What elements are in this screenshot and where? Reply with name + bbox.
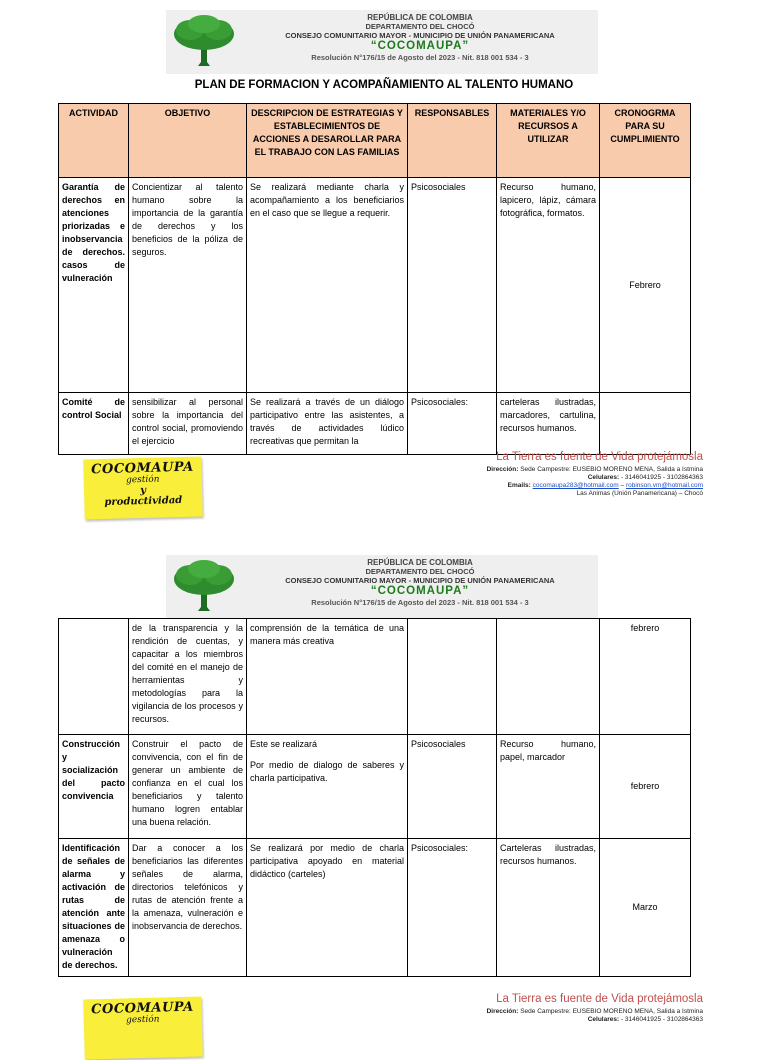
cell-descripcion: comprensión de la temática de una manera más creativa bbox=[247, 619, 408, 735]
cell-descripcion: Se realizará a través de un diálogo participativo entre las asistentes, a través de actividades lúdico recreativas que permitan la bbox=[247, 393, 408, 455]
header-org-name: “COCOMAUPA” bbox=[370, 585, 470, 597]
footer-slogan: La Tierra es fuente de Vida protejámosla bbox=[496, 451, 703, 463]
footer-celulares: - 3146041925 - 3102864363 bbox=[620, 1016, 703, 1023]
header-line-council: CONSEJO COMUNITARIO MAYOR - MUNICIPIO DE UNIÓN PANAMERICANA bbox=[285, 576, 555, 585]
footer-celulares-label: Celulares: bbox=[587, 1016, 620, 1023]
cell-materiales: carteleras ilustradas, marcadores, cartulina, recursos humanos. bbox=[497, 393, 600, 455]
cell-cronograma: Marzo bbox=[600, 839, 691, 977]
table-row bbox=[59, 619, 691, 735]
cell-responsables bbox=[408, 619, 497, 735]
table-row bbox=[59, 735, 691, 839]
document-title: PLAN DE FORMACION Y ACOMPAÑAMIENTO AL TALENTO HUMANO bbox=[194, 79, 574, 91]
cell-cronograma bbox=[600, 393, 691, 455]
footer-direccion: Sede Campestre: EUSEBIO MORENO MENA, Salida a Istmina bbox=[520, 466, 703, 473]
cell-objetivo: de la transparencia y la rendición de cuentas, y capacitar a los miembros del comité en el manejo de herramientas y metodologías para la vigilancia de los procesos y recursos. bbox=[129, 619, 247, 735]
page-1 bbox=[0, 0, 768, 525]
cell-materiales: Recurso humano, lapicero, lápiz, cámara fotográfica, formatos. bbox=[497, 178, 600, 393]
cell-actividad: Identificación de señales de alarma y activación de rutas de atención ante situaciones de amenaza o vulneración de derechos. bbox=[59, 839, 129, 977]
header-line-department: DEPARTAMENTO DEL CHOCÓ bbox=[365, 567, 475, 576]
cell-responsables: Psicosociales: bbox=[408, 393, 497, 455]
footer-contact-info bbox=[487, 466, 703, 498]
table-row bbox=[59, 393, 691, 455]
footer-email-separator: – bbox=[620, 482, 625, 489]
sticky-logo-y: y bbox=[140, 484, 147, 497]
tree-logo-icon bbox=[168, 557, 240, 617]
header-banner bbox=[166, 10, 598, 74]
column-header-cronograma: CRONOGRMA PARA SU CUMPLIMIENTO bbox=[600, 104, 691, 178]
cell-descripcion bbox=[247, 735, 408, 839]
header-banner bbox=[166, 555, 598, 619]
footer-location: Las Animas (Unión Panamericana) – Chocó bbox=[576, 490, 703, 497]
footer-email-link-2[interactable]: robinson.vm@hotmail.com bbox=[625, 482, 703, 489]
header-line-republic: REPÚBLICA DE COLOMBIA bbox=[367, 558, 473, 567]
cell-actividad bbox=[59, 619, 129, 735]
cell-responsables: Psicosociales: bbox=[408, 839, 497, 977]
cell-materiales bbox=[497, 619, 600, 735]
plan-table-page-1 bbox=[58, 103, 691, 455]
cell-objetivo: Concientizar al talento humano sobre la importancia de la garantía de derechos y los beneficios de la póliza de seguros. bbox=[129, 178, 247, 393]
column-header-responsables: RESPONSABLES bbox=[408, 104, 497, 178]
table-row bbox=[59, 839, 691, 977]
column-header-objetivo: OBJETIVO bbox=[129, 104, 247, 178]
cell-descripcion: Se realizará por medio de charla participativa apoyado en material didáctico (carteles) bbox=[247, 839, 408, 977]
cell-objetivo: Construir el pacto de convivencia, con el fin de generar un ambiente de confianza en el cual los beneficiarios y talento humano logren entablar una buena relación. bbox=[129, 735, 247, 839]
cell-cronograma: Febrero bbox=[600, 178, 691, 393]
header-line-department: DEPARTAMENTO DEL CHOCÓ bbox=[365, 22, 475, 31]
table-header-row bbox=[59, 104, 691, 178]
sticky-logo-gestion: gestión bbox=[125, 1014, 160, 1026]
footer-slogan: La Tierra es fuente de Vida protejámosla bbox=[496, 993, 703, 1005]
cell-descripcion-line-2: Por medio de dialogo de saberes y charla participativa. bbox=[250, 760, 404, 783]
column-header-actividad: ACTIVIDAD bbox=[59, 104, 129, 178]
cell-actividad: Comité de control Social bbox=[59, 393, 129, 455]
page-gap bbox=[0, 525, 768, 545]
cell-materiales: Carteleras ilustradas, recursos humanos. bbox=[497, 839, 600, 977]
cell-responsables: Psicosociales bbox=[408, 178, 497, 393]
tree-logo-icon bbox=[168, 12, 240, 72]
table-row bbox=[59, 178, 691, 393]
column-header-descripcion: DESCRIPCION DE ESTRATEGIAS Y ESTABLECIMIENTOS DE ACCIONES A DESAROLLAR PARA EL TRABAJO CON LAS FAMILIAS bbox=[247, 104, 408, 178]
cell-materiales: Recurso humano, papel, marcador bbox=[497, 735, 600, 839]
cell-descripcion: Se realizará mediante charla y acompañamiento a los beneficiarios en el caso que se llegue a requerir. bbox=[247, 178, 408, 393]
footer-contact-info bbox=[487, 1008, 703, 1024]
cocomaupa-sticky-logo bbox=[83, 996, 203, 1059]
column-header-materiales: MATERIALES Y/O RECURSOS A UTILIZAR bbox=[497, 104, 600, 178]
footer-celulares: - 3146041925 - 3102864363 bbox=[620, 474, 703, 481]
plan-table-page-2 bbox=[58, 618, 691, 977]
cell-cronograma: febrero bbox=[600, 735, 691, 839]
footer-emails-label: Emails: bbox=[507, 482, 531, 489]
cocomaupa-sticky-logo bbox=[83, 456, 203, 519]
header-resolution: Resolución N°176/15 de Agosto del 2023 - Nit. 818 001 534 - 3 bbox=[311, 598, 529, 607]
sticky-logo-gestion: gestión bbox=[125, 474, 160, 486]
sticky-logo-title: COCOMAUPA bbox=[91, 459, 194, 478]
sticky-logo-title: COCOMAUPA bbox=[91, 999, 194, 1018]
cell-actividad: Construcción y socialización del pacto convivencia bbox=[59, 735, 129, 839]
footer-celulares-label: Celulares: bbox=[587, 474, 620, 481]
header-org-name: “COCOMAUPA” bbox=[370, 40, 470, 52]
footer-direccion-label: Dirección: bbox=[486, 466, 519, 473]
cell-actividad: Garantía de derechos en atenciones priorizadas e inobservancia de derechos. casos de vulneración bbox=[59, 178, 129, 393]
footer-email-link-1[interactable]: cocomaupa283@hotmail.com bbox=[532, 482, 619, 489]
header-resolution: Resolución N°176/15 de Agosto del 2023 - Nit. 818 001 534 - 3 bbox=[311, 53, 529, 62]
cell-cronograma: febrero bbox=[600, 619, 691, 735]
footer-direccion-label: Dirección: bbox=[486, 1008, 519, 1015]
cell-objetivo: sensibilizar al personal sobre la importancia del control social, promoviendo el ejercicio bbox=[129, 393, 247, 455]
header-line-council: CONSEJO COMUNITARIO MAYOR - MUNICIPIO DE UNIÓN PANAMERICANA bbox=[285, 31, 555, 40]
sticky-logo-productividad: productividad bbox=[104, 494, 183, 509]
cell-responsables: Psicosociales bbox=[408, 735, 497, 839]
cell-objetivo: Dar a conocer a los beneficiarios las diferentes señales de alarma, directorios telefónicos y rutas de atención frente a la amenaza, vulneración e inobservancia de derechos. bbox=[129, 839, 247, 977]
footer-direccion: Sede Campestre: EUSEBIO MORENO MENA, Salida a Istmina bbox=[520, 1008, 703, 1015]
header-line-republic: REPÚBLICA DE COLOMBIA bbox=[367, 13, 473, 22]
cell-descripcion-line-1: Este se realizará bbox=[250, 739, 318, 749]
